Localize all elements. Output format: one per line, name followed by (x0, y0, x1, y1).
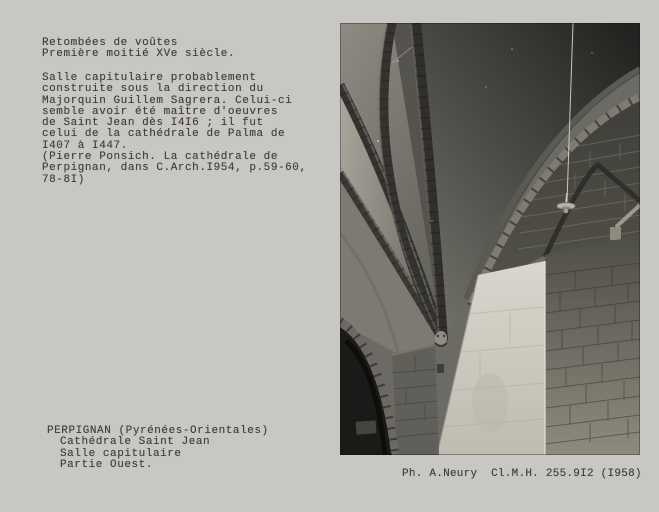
note-period (42, 38, 235, 61)
typed-line: semble avoir été maître d'oeuvres (42, 105, 278, 118)
note-description (42, 73, 307, 186)
typed-line: Salle capitulaire probablement (42, 72, 257, 84)
typed-line: Salle capitulaire (60, 447, 182, 460)
springer-corbel (610, 227, 621, 240)
photo-canvas (340, 23, 640, 455)
typed-line: Retombées de voûtes (42, 37, 178, 49)
typed-line: construite sous la direction du (42, 83, 264, 96)
typed-line: 78-8I) (42, 173, 85, 186)
pier-right-face (545, 235, 640, 455)
typed-line: celui de la cathédrale de Palma de (42, 128, 286, 141)
typed-line: Cathédrale Saint Jean (60, 436, 211, 449)
caption-location (47, 426, 269, 471)
mid-pier (392, 345, 439, 455)
typed-line: (Pierre Ponsich. La cathédrale de (42, 151, 278, 164)
location-title: PERPIGNAN (Pyrénées-Orientales) (47, 425, 269, 437)
typed-line: Première moitié XVe siècle. (42, 48, 236, 61)
typed-line: Perpignan, dans C.Arch.I954, p.59-60, (42, 162, 307, 175)
credit-line: Ph. A.Neury Cl.M.H. 255.9I2 (I958) (402, 468, 642, 480)
typed-line: I407 à I447. (42, 139, 128, 152)
typed-line: Partie Ouest. (60, 458, 153, 471)
typed-line: de Saint Jean dès I4I6 ; il fut (42, 117, 264, 130)
typed-line: Majorquin Guillem Sagrera. Celui-ci (42, 94, 293, 107)
archive-photo (340, 23, 640, 455)
